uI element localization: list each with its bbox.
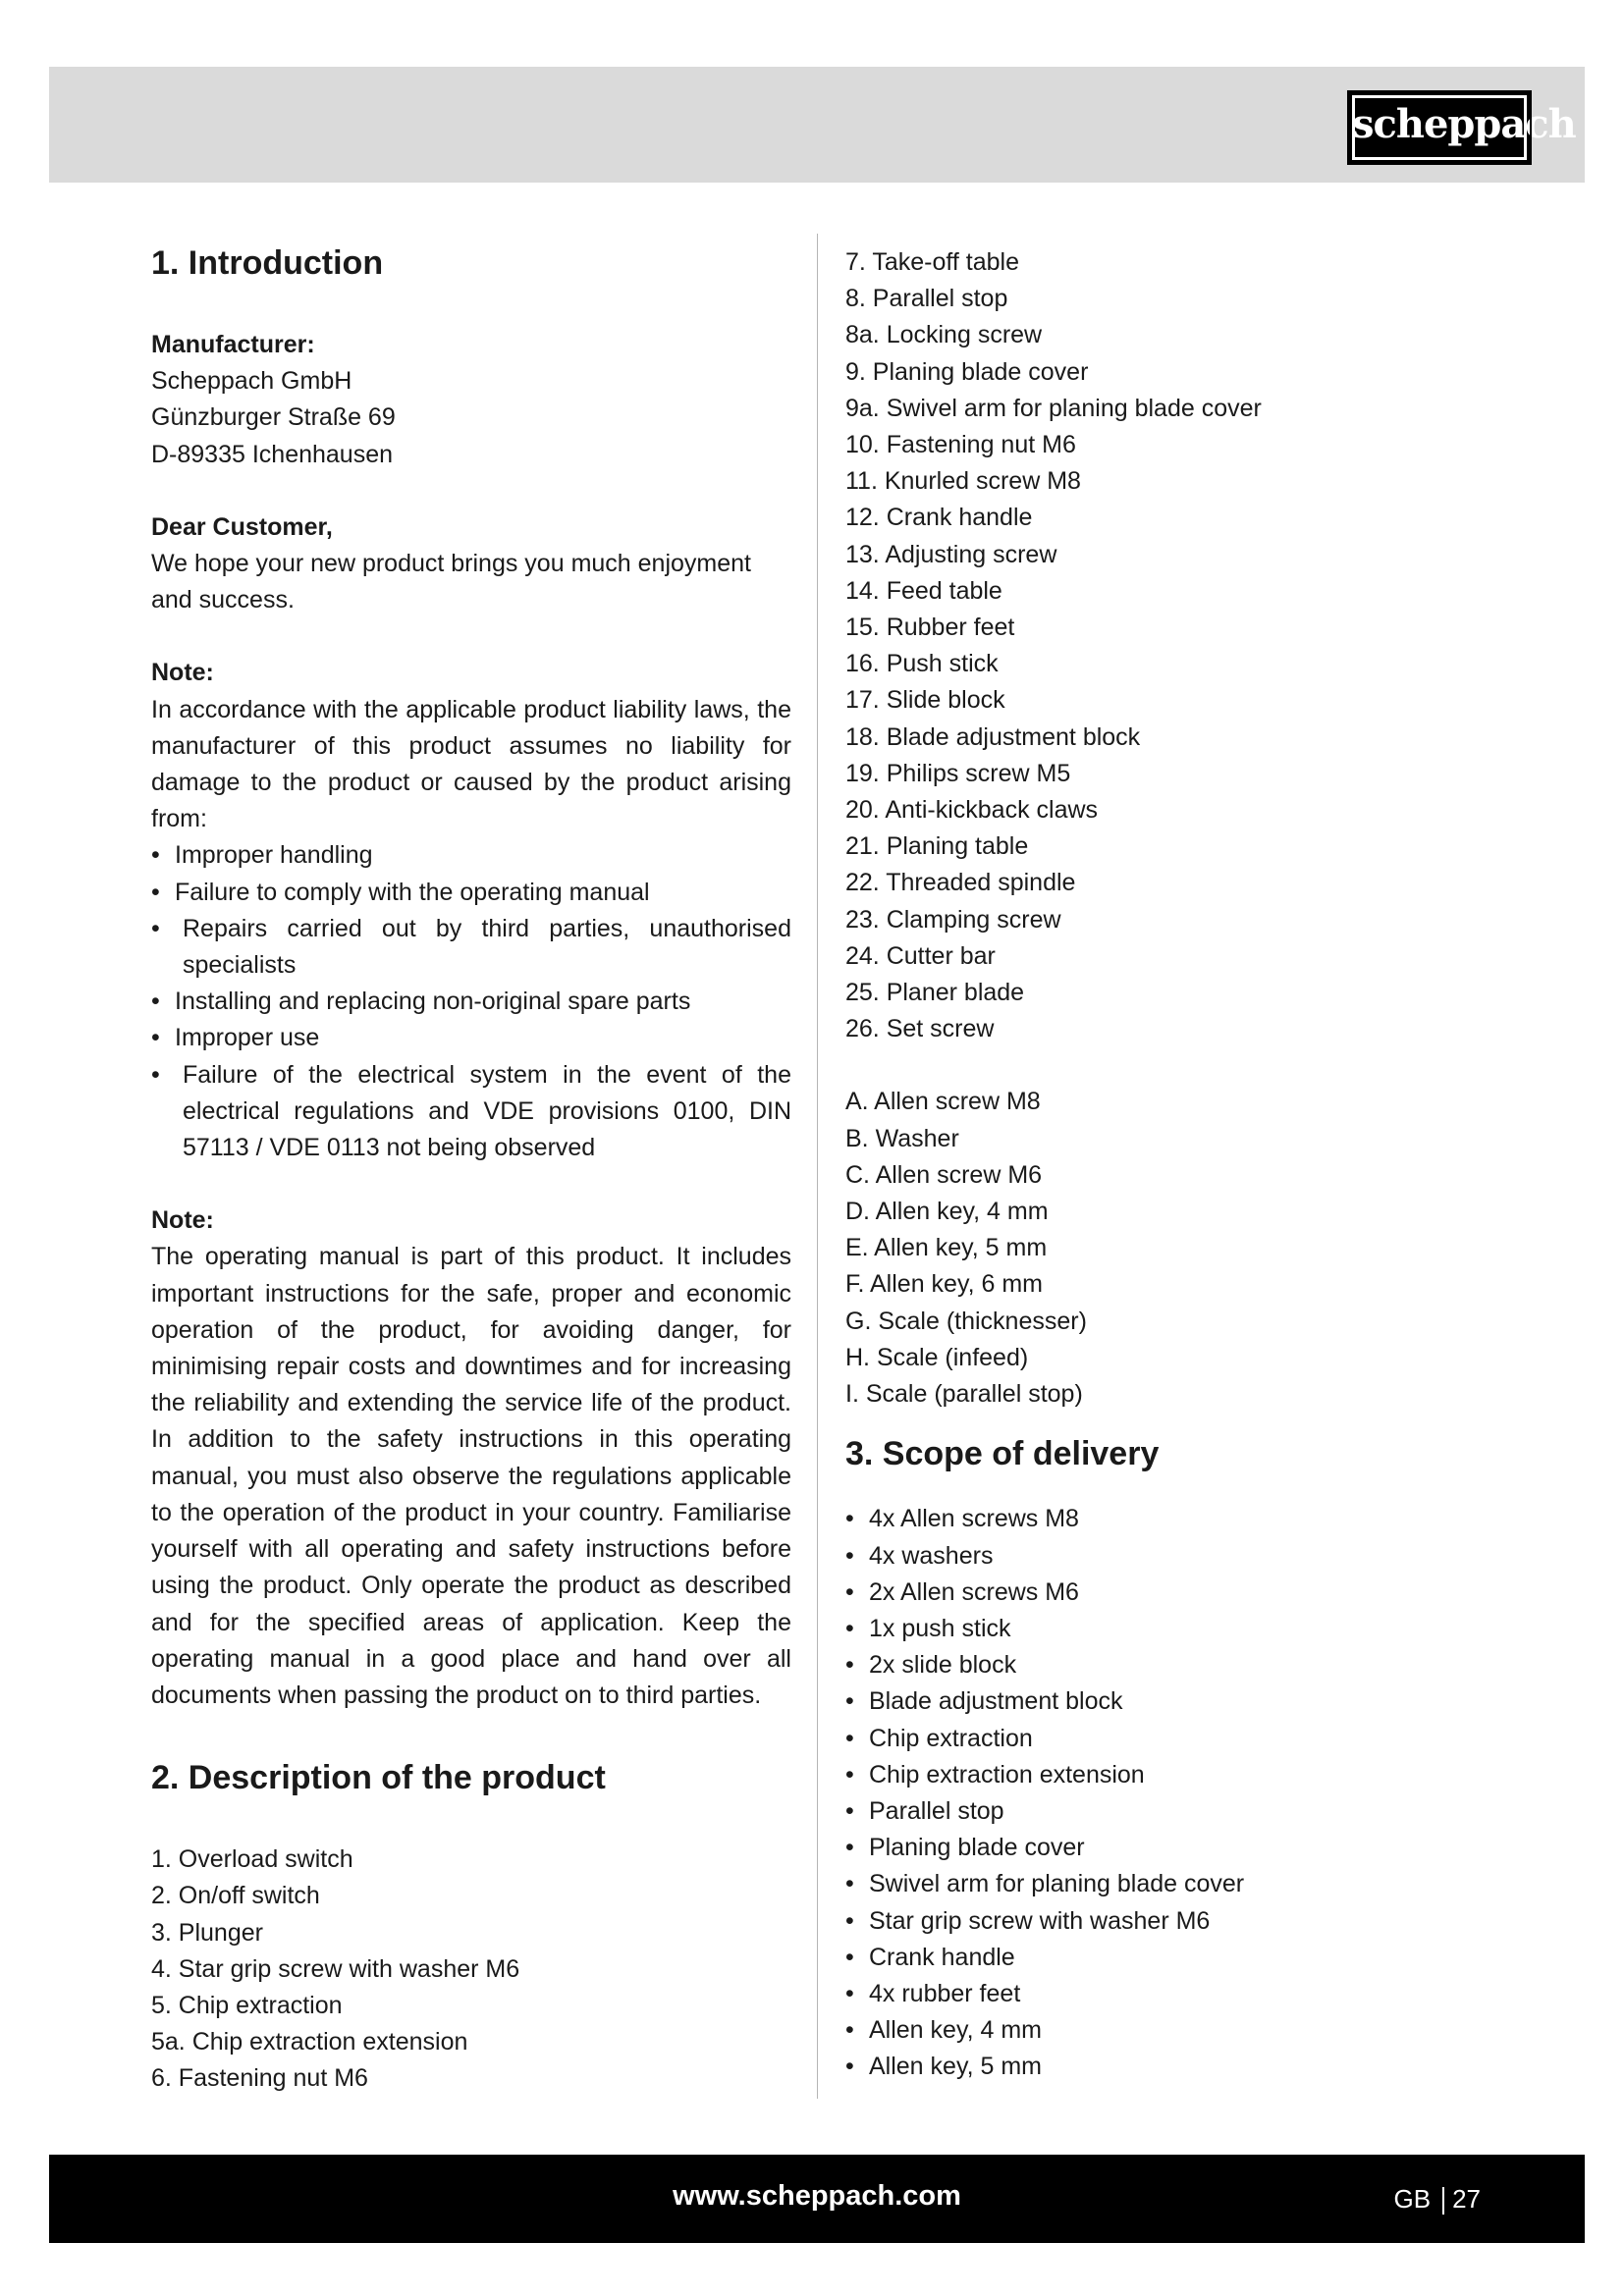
list-item: • 2x slide block [845, 1647, 1474, 1683]
list-item: 25. Planer blade [845, 979, 1025, 1007]
liability-list [151, 837, 791, 1166]
list-item: 8a. Locking screw [845, 321, 1043, 349]
left-column [151, 236, 791, 2098]
list-item: • Allen key, 4 mm [845, 2012, 1474, 2049]
list-item: 17. Slide block [845, 686, 1005, 715]
list-item: • Blade adjustment block [845, 1683, 1474, 1720]
parts-list-continued [845, 244, 1474, 1047]
list-item: • Allen key, 5 mm [845, 2049, 1474, 2085]
list-item: E. Allen key, 5 mm [845, 1234, 1048, 1262]
page-number: 27 [1452, 2184, 1481, 2214]
list-item: 22. Threaded spindle [845, 869, 1076, 897]
list-item: • Improper use [151, 1020, 791, 1056]
list-item: • Chip extraction extension [845, 1757, 1474, 1793]
list-item: C. Allen screw M6 [845, 1160, 1043, 1189]
list-item: 20. Anti-kickback claws [845, 796, 1099, 825]
list-item: • Failure to comply with the operating manual [151, 875, 791, 911]
list-item: • Chip extraction [845, 1721, 1474, 1757]
list-item: 26. Set screw [845, 1015, 995, 1043]
list-item: 5a. Chip extraction extension [151, 2028, 468, 2056]
manual-note-text: The operating manual is part of this product. It includes important instructions for the safe, proper and economic operation of the product, for avoiding danger, for minimising repair costs and downtimes and for increasing the reliability and extending the service life of the product. In addition to the safety instructions in this operating manual, you must also observe the regulations applicable to the operation of the product in your country. Familiarise yourself with all operating and safety instructions before using the product. Only operate the product as described and for the specified areas of application. Keep the operating manual in a good place and hand over all documents when passing the product on to third parties. [151, 1243, 791, 1709]
address-line: Günzburger Straße 69 [151, 403, 396, 432]
list-item: • 4x Allen screws M8 [845, 1501, 1474, 1537]
list-item: 11. Knurled screw M8 [845, 467, 1081, 496]
accessory-list [845, 1084, 1474, 1413]
list-item: 9. Planing blade cover [845, 357, 1089, 386]
list-item: 19. Philips screw M5 [845, 759, 1071, 787]
list-item: • 1x push stick [845, 1611, 1474, 1647]
list-item: B. Washer [845, 1124, 959, 1152]
list-item: 2. On/off switch [151, 1882, 320, 1910]
section-heading-introduction: 1. Introduction [151, 244, 384, 282]
list-item: 4. Star grip screw with washer M6 [151, 1954, 520, 1983]
address-line: Scheppach GmbH [151, 367, 352, 396]
list-item: 12. Crank handle [845, 504, 1033, 532]
list-item: • Crank handle [845, 1940, 1474, 1976]
delivery-list [845, 1501, 1474, 2085]
page-indicator [1394, 2155, 1482, 2243]
list-item: • Failure of the electrical system in the event of the electrical regulations and VDE provisions 0100, DIN 57113 / VDE 0113 not being observed [151, 1057, 791, 1167]
list-item: 10. Fastening nut M6 [845, 431, 1076, 459]
note-label: Note: [151, 1206, 214, 1235]
list-item: 13. Adjusting screw [845, 540, 1057, 568]
list-item: 21. Planing table [845, 832, 1029, 861]
list-item: 9a. Swivel arm for planing blade cover [845, 394, 1262, 422]
column-divider [817, 234, 818, 2099]
list-item: 16. Push stick [845, 650, 999, 678]
list-item: 24. Cutter bar [845, 941, 996, 970]
section-heading-delivery: 3. Scope of delivery [845, 1435, 1160, 1473]
list-item: 18. Blade adjustment block [845, 722, 1141, 751]
manufacturer-label: Manufacturer: [151, 331, 315, 358]
list-item: • 2x Allen screws M6 [845, 1575, 1474, 1611]
list-item: G. Scale (thicknesser) [845, 1307, 1087, 1335]
liability-note-text: In accordance with the applicable product liability laws, the manufacturer of this product assumes no liability for damage to the product or caused by the product arising from: [151, 695, 791, 833]
section-heading-description: 2. Description of the product [151, 1759, 606, 1797]
list-item: 8. Parallel stop [845, 285, 1008, 313]
parts-list [151, 1842, 791, 2097]
list-item: 7. Take-off table [845, 248, 1019, 276]
list-item: D. Allen key, 4 mm [845, 1198, 1049, 1226]
list-item: 6. Fastening nut M6 [151, 2064, 368, 2093]
note-label: Note: [151, 659, 214, 687]
language-code: GB [1393, 2184, 1432, 2214]
list-item: • Star grip screw with washer M6 [845, 1903, 1474, 1940]
address-line: D-89335 Ichenhausen [151, 440, 394, 468]
website-link[interactable]: www.scheppach.com [673, 2180, 961, 2212]
header-band [49, 67, 1585, 183]
list-item: 14. Feed table [845, 576, 1002, 605]
list-item: 5. Chip extraction [151, 1991, 343, 2019]
list-item: H. Scale (infeed) [845, 1343, 1029, 1371]
list-item: F. Allen key, 6 mm [845, 1270, 1043, 1299]
list-item: • 4x rubber feet [845, 1976, 1474, 2012]
list-item: 3. Plunger [151, 1918, 263, 1947]
list-item: A. Allen screw M8 [845, 1088, 1041, 1116]
list-item: 23. Clamping screw [845, 905, 1061, 934]
list-item: • Improper handling [151, 837, 791, 874]
footer-band [49, 2155, 1585, 2243]
list-item: • Repairs carried out by third parties, unauthorised specialists [151, 911, 791, 984]
list-item: • Parallel stop [845, 1793, 1474, 1830]
list-item: • Installing and replacing non-original spare parts [151, 984, 791, 1020]
right-column [845, 236, 1474, 2086]
list-item: • 4x washers [845, 1538, 1474, 1575]
list-item: 15. Rubber feet [845, 614, 1015, 642]
list-item: I. Scale (parallel stop) [845, 1380, 1083, 1409]
list-item: • Planing blade cover [845, 1830, 1474, 1866]
greeting: Dear Customer, [151, 512, 333, 541]
list-item: • Swivel arm for planing blade cover [845, 1866, 1474, 1902]
scheppach-logo: scheppach [1349, 92, 1530, 163]
list-item: 1. Overload switch [151, 1845, 353, 1874]
greeting-text: We hope your new product brings you much enjoyment and success. [151, 550, 751, 614]
